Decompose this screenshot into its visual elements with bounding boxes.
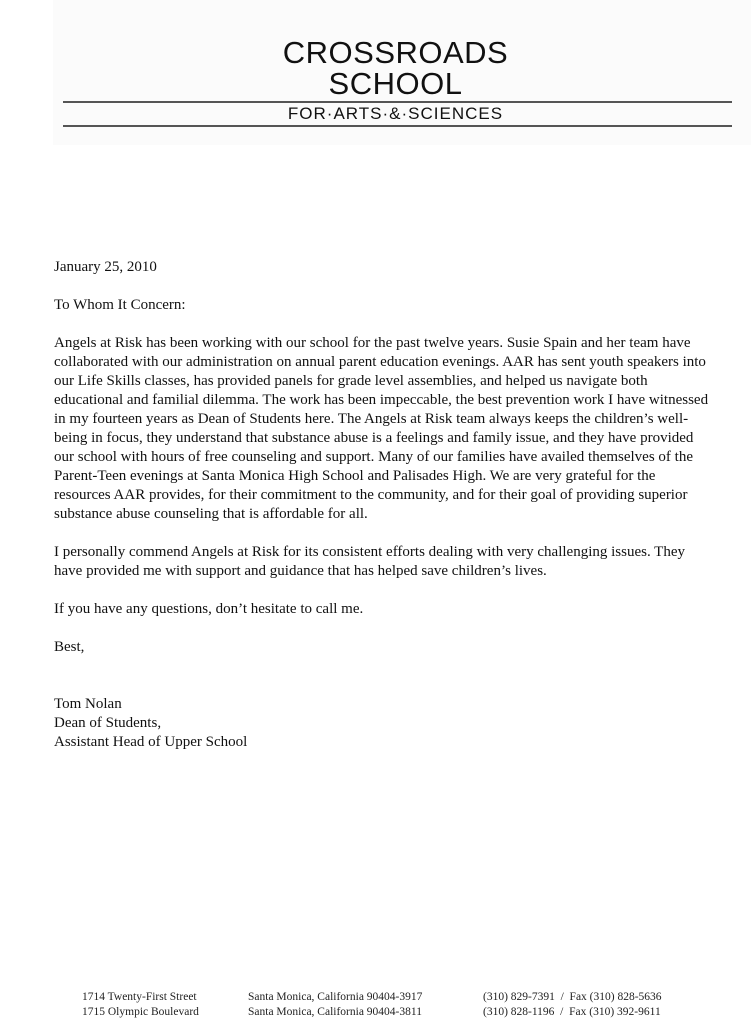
signature-name: Tom Nolan (54, 696, 122, 712)
footer-phones (483, 990, 662, 1020)
signature-title: Dean of Students, (54, 715, 162, 731)
footer-street: 1714 Twenty-First Street (82, 991, 197, 1003)
footer-city: Santa Monica, California 90404-3917 (248, 991, 423, 1003)
letter-paragraph: Angels at Risk has been working with our school for the past twelve years. Susie Spain and her team have collaborated with our administration on annual parent education evenings. AAR has sent youth speakers into our Life Skills classes, has provided panels for grade level assemblies, and helped us navigate both educational and familial dilemma. The work has been impeccable, the best prevention work I have witnessed in my fourteen years as Dean of Students here. The Angels at Risk team always keeps the children’s well-being in focus, they understand that substance abuse is a feelings and family issue, and they have provided our school with hours of free counseling and support. Many of our families have availed themselves of the Parent-Teen evenings at Santa Monica High School and Palisades High. We are very grateful for the resources AAR provides, for their commitment to the community, and for their goal of providing superior substance abuse counseling that is affordable for all. (54, 335, 709, 522)
letter-paragraph: I personally commend Angels at Risk for its consistent efforts dealing with very challenging issues. They have provided me with support and guidance that has helped save children’s lives. (54, 544, 685, 579)
letterhead-rule-bottom (63, 125, 732, 127)
footer-cities (248, 990, 422, 1020)
letter-paragraph: If you have any questions, don’t hesitate to call me. (54, 601, 364, 617)
footer-phone: (310) 829-7391 / Fax (310) 828-5636 (483, 991, 662, 1003)
footer-city: Santa Monica, California 90404-3811 (248, 1006, 422, 1018)
school-subtitle: FOR·ARTS·&·SCIENCES (287, 104, 504, 123)
school-name-line1: CROSSROADS (282, 35, 509, 70)
letter-closing: Best, (54, 639, 85, 655)
footer-phone: (310) 828-1196 / Fax (310) 392-9611 (483, 1006, 661, 1018)
letter-body (54, 258, 714, 752)
letter-date: January 25, 2010 (54, 259, 157, 275)
school-name-line2: SCHOOL (328, 66, 463, 101)
letterhead-rule-top (63, 101, 732, 103)
signature-title: Assistant Head of Upper School (54, 734, 248, 750)
footer-streets (82, 990, 199, 1020)
letter-salutation: To Whom It Concern: (54, 297, 186, 313)
footer-street: 1715 Olympic Boulevard (82, 1006, 199, 1018)
